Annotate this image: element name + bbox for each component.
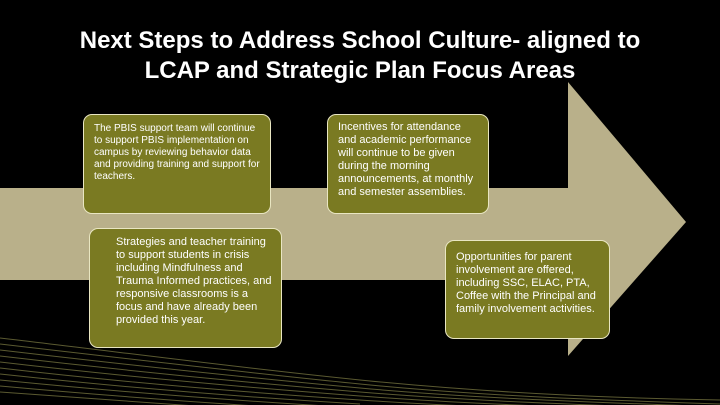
teacher-training-text: Strategies and teacher training to support students in crisis including Mindfulness and Trauma Informed practices, and responsive classrooms is a focus and have already been provided this year. (116, 236, 272, 326)
title-line-1: Next Steps to Address School Culture- aligned to (79, 27, 641, 54)
pbis-support-box (83, 114, 271, 214)
pbis-support-text: The PBIS support team will continue to support PBIS implementation on campus by reviewing behavior data and providing training and support for teachers. (94, 123, 260, 182)
decorative-wave-lines (0, 338, 720, 405)
slide-title (20, 26, 700, 86)
incentives-text: Incentives for attendance and academic performance will continue to be given during the morning announcements, at monthly and semester assemblies. (338, 121, 474, 198)
teacher-training-box (89, 228, 282, 348)
title-line-2: LCAP and Strategic Plan Focus Areas (144, 57, 576, 84)
parent-involvement-text: Opportunities for parent involvement are offered, including SSC, ELAC, PTA, Coffee with the Principal and family involvement activities. (456, 251, 596, 315)
incentives-box (327, 114, 489, 214)
parent-involvement-box (445, 240, 610, 339)
